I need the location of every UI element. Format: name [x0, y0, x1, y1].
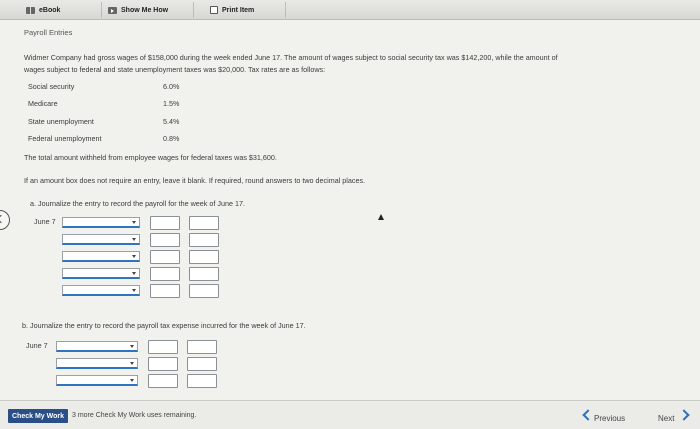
problem-intro-line2: wages subject to federal and state unemployment taxes was $20,000. Tax rates are as follows: — [24, 65, 326, 74]
part-b-label: b. Journalize the entry to record the payroll tax expense incurred for the week of June 17. — [22, 321, 306, 330]
rate-value-medicare: 1.5% — [163, 99, 180, 108]
mouse-cursor-icon — [378, 214, 384, 220]
part-a-credit-input[interactable] — [189, 216, 219, 230]
part-b-account-select[interactable] — [56, 375, 138, 386]
rate-label-federal-unemployment: Federal unemployment — [28, 134, 102, 143]
collapse-arrow-icon[interactable] — [0, 210, 10, 230]
part-a-account-select[interactable] — [62, 217, 140, 228]
part-a-debit-input[interactable] — [150, 216, 180, 230]
part-b-debit-input[interactable] — [148, 340, 178, 354]
toolbar — [0, 0, 700, 20]
part-b-credit-input[interactable] — [187, 340, 217, 354]
part-a-credit-input[interactable] — [189, 284, 219, 298]
part-a-debit-input[interactable] — [150, 233, 180, 247]
part-a-debit-input[interactable] — [150, 250, 180, 264]
part-a-account-select[interactable] — [62, 268, 140, 279]
previous-button[interactable] — [578, 404, 638, 426]
show-me-how-label: Show Me How — [121, 6, 169, 14]
instruction-note: If an amount box does not require an entry, leave it blank. If required, round answers to two decimal places. — [24, 176, 366, 185]
part-b-date: June 7 — [26, 341, 48, 350]
print-item-label: Print Item — [222, 6, 255, 14]
part-b-account-select[interactable] — [56, 358, 138, 369]
part-a-credit-input[interactable] — [189, 233, 219, 247]
part-b-debit-input[interactable] — [148, 374, 178, 388]
print-icon — [210, 6, 218, 14]
video-icon — [108, 7, 117, 14]
problem-title: Payroll Entries — [24, 28, 73, 37]
next-label: Next — [658, 414, 675, 423]
rate-label-social-security: Social security — [28, 82, 75, 91]
part-a-account-select[interactable] — [62, 234, 140, 245]
part-a-date: June 7 — [34, 217, 56, 226]
previous-label: Previous — [594, 414, 626, 423]
ebook-label: eBook — [39, 6, 61, 14]
rate-label-state-unemployment: State unemployment — [28, 117, 94, 126]
part-b-debit-input[interactable] — [148, 357, 178, 371]
part-a-credit-input[interactable] — [189, 267, 219, 281]
rate-value-state-unemployment: 5.4% — [163, 117, 180, 126]
rate-value-federal-unemployment: 0.8% — [163, 134, 180, 143]
part-a-credit-input[interactable] — [189, 250, 219, 264]
show-me-how-button[interactable] — [104, 2, 194, 18]
problem-content — [0, 20, 700, 400]
rate-value-social-security: 6.0% — [163, 82, 180, 91]
rate-label-medicare: Medicare — [28, 99, 58, 108]
part-a-label: a. Journalize the entry to record the payroll for the week of June 17. — [30, 199, 245, 208]
withheld-note: The total amount withheld from employee wages for federal taxes was $31,600. — [24, 153, 277, 162]
part-a-account-select[interactable] — [62, 251, 140, 262]
part-b-account-select[interactable] — [56, 341, 138, 352]
print-item-button[interactable] — [206, 2, 286, 18]
part-a-account-select[interactable] — [62, 285, 140, 296]
chevron-right-icon — [678, 409, 689, 420]
chevron-left-icon — [582, 409, 593, 420]
next-button[interactable] — [652, 404, 696, 426]
part-b-credit-input[interactable] — [187, 374, 217, 388]
footer-bar — [0, 400, 700, 429]
problem-intro-line1: Widmer Company had gross wages of $158,000 during the week ended June 17. The amount of wages subject to social security tax was $142,200, while the amount of — [24, 53, 558, 62]
check-remaining-note: 3 more Check My Work uses remaining. — [72, 412, 197, 419]
check-my-work-button[interactable]: Check My Work — [8, 409, 68, 423]
part-b-credit-input[interactable] — [187, 357, 217, 371]
part-a-debit-input[interactable] — [150, 284, 180, 298]
ebook-button[interactable] — [22, 2, 102, 18]
book-icon — [26, 7, 35, 14]
part-a-debit-input[interactable] — [150, 267, 180, 281]
